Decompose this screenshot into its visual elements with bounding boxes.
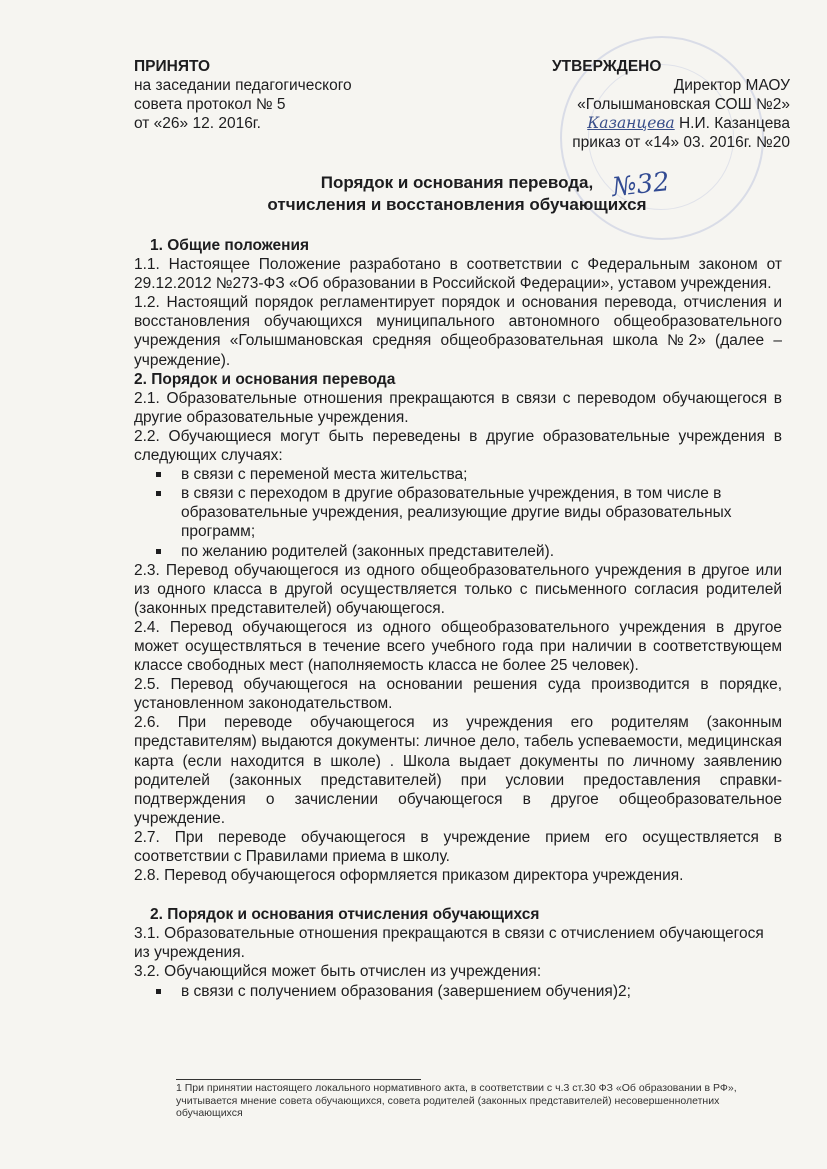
paragraph-2-5: 2.5. Перевод обучающегося на основании решения суда производится в порядке, установленном законодательством. — [134, 676, 782, 713]
paragraph-2-7: 2.7. При переводе обучающегося в учреждение прием его осуществляется в соответствии с Правилами приема в школу. — [134, 828, 782, 865]
expulsion-cases-list — [134, 982, 782, 1001]
list-item: в связи с переходом в другие образовательные учреждения, в том числе в образовательные учреждения, реализующие другие виды образовательных программ; — [134, 484, 782, 541]
paragraph-2-4: 2.4. Перевод обучающегося из одного общеобразовательного учреждения в другое может осуществляться в течение всего учебного года при наличии в соответствующем классе свободных мест (наполняемость класса не более 25 человек). — [134, 618, 782, 675]
footnote-separator — [176, 1079, 421, 1080]
paragraph-2-3: 2.3. Перевод обучающегося из одного общеобразовательного учреждения в другое или из одного класса в другой осуществляется только с письменного согласия родителей (законных представителей) обучающегося. — [134, 561, 782, 617]
paragraph-1-2: 1.2. Настоящий порядок регламентирует порядок и основания перевода, отчисления и восстановления обучающихся муниципального автономного общеобразовательного учреждения «Голышмановская средняя общеобразовательная школа №2» (далее – учреждение). — [134, 294, 782, 369]
paragraph-3-1: 3.1. Образовательные отношения прекращаются в связи с отчислением обучающегося — [134, 925, 764, 943]
paragraph-3-2: 3.2. Обучающийся может быть отчислен из учреждения: — [134, 963, 542, 981]
section-1-heading: 1. Общие положения — [150, 237, 310, 254]
list-item: в связи с переменой места жительства; — [134, 465, 782, 484]
footnote: 1 При принятии настоящего локального нормативного акта, в соответствии с ч.3 ст.30 ФЗ «Об образовании в РФ», учитывается мнение совета обучающихся, совета родителей (законных представителей) несовершеннолетних обучающихся — [176, 1082, 737, 1119]
approved-signature-line — [520, 114, 790, 133]
director-signature: Казанцева — [587, 114, 675, 132]
paragraph-1-1: 1.1. Настоящее Положение разработано в соответствии с Федеральным законом от 29.12.2012 №273-ФЗ «Об образовании в Российской Федерации», уставом учреждения. — [134, 256, 782, 293]
accepted-title: ПРИНЯТО — [134, 58, 211, 75]
paragraph-2-1: 2.1. Образовательные отношения прекращаются в связи с переводом обучающегося в другие образовательные учреждения. — [134, 389, 782, 426]
handwritten-registration-number: №32 — [610, 167, 672, 203]
paragraph-2-6: 2.6. При переводе обучающегося из учреждения его родителям (законным представителям) выдаются документы: личное дело, табель успеваемости, медицинская карта (если находится в школе) . Школа выдает документы по личному заявлению родителей (законных представителей) при условии предоставления справки-подтверждения о зачислении обучающегося в другое общеобразовательное учреждение. — [134, 714, 782, 827]
header-approved-block — [520, 57, 790, 152]
approved-title: УТВЕРЖДЕНО — [552, 58, 662, 75]
list-item: в связи с получением образования (завершением обучения)2; — [134, 982, 782, 1001]
section-2-heading: 2. Порядок и основания перевода — [134, 370, 396, 388]
list-item: по желанию родителей (законных представителей). — [134, 542, 782, 561]
section-spacer — [134, 885, 782, 905]
approved-order-line: приказ от «14» 03. 2016г. №20 — [572, 134, 790, 151]
director-name: Н.И. Казанцева — [678, 115, 790, 132]
document-title — [134, 172, 780, 216]
paragraph-2-8: 2.8. Перевод обучающегося оформляется приказом директора учреждения. — [134, 867, 684, 885]
header-accepted-block — [134, 57, 434, 133]
document-body — [134, 236, 782, 1001]
accepted-line-3: от «26» 12. 2016г. — [134, 115, 261, 132]
title-line-1: Порядок и основания перевода, — [320, 173, 594, 192]
paragraph-3-1-continued: из учреждения. — [134, 944, 245, 962]
title-line-2: отчисления и восстановления обучающихся — [267, 195, 647, 214]
paragraph-2-2: 2.2. Обучающиеся могут быть переведены в другие образовательные учреждения в следующих случаях: — [134, 427, 782, 465]
approved-line-1: Директор МАОУ — [673, 77, 790, 94]
accepted-line-2: совета протокол № 5 — [134, 96, 286, 113]
approved-line-2: «Голышмановская СОШ №2» — [577, 96, 790, 113]
transfer-cases-list — [134, 465, 782, 560]
section-3-heading: 2. Порядок и основания отчисления обучающихся — [150, 906, 540, 924]
accepted-line-1: на заседании педагогического — [134, 77, 352, 94]
